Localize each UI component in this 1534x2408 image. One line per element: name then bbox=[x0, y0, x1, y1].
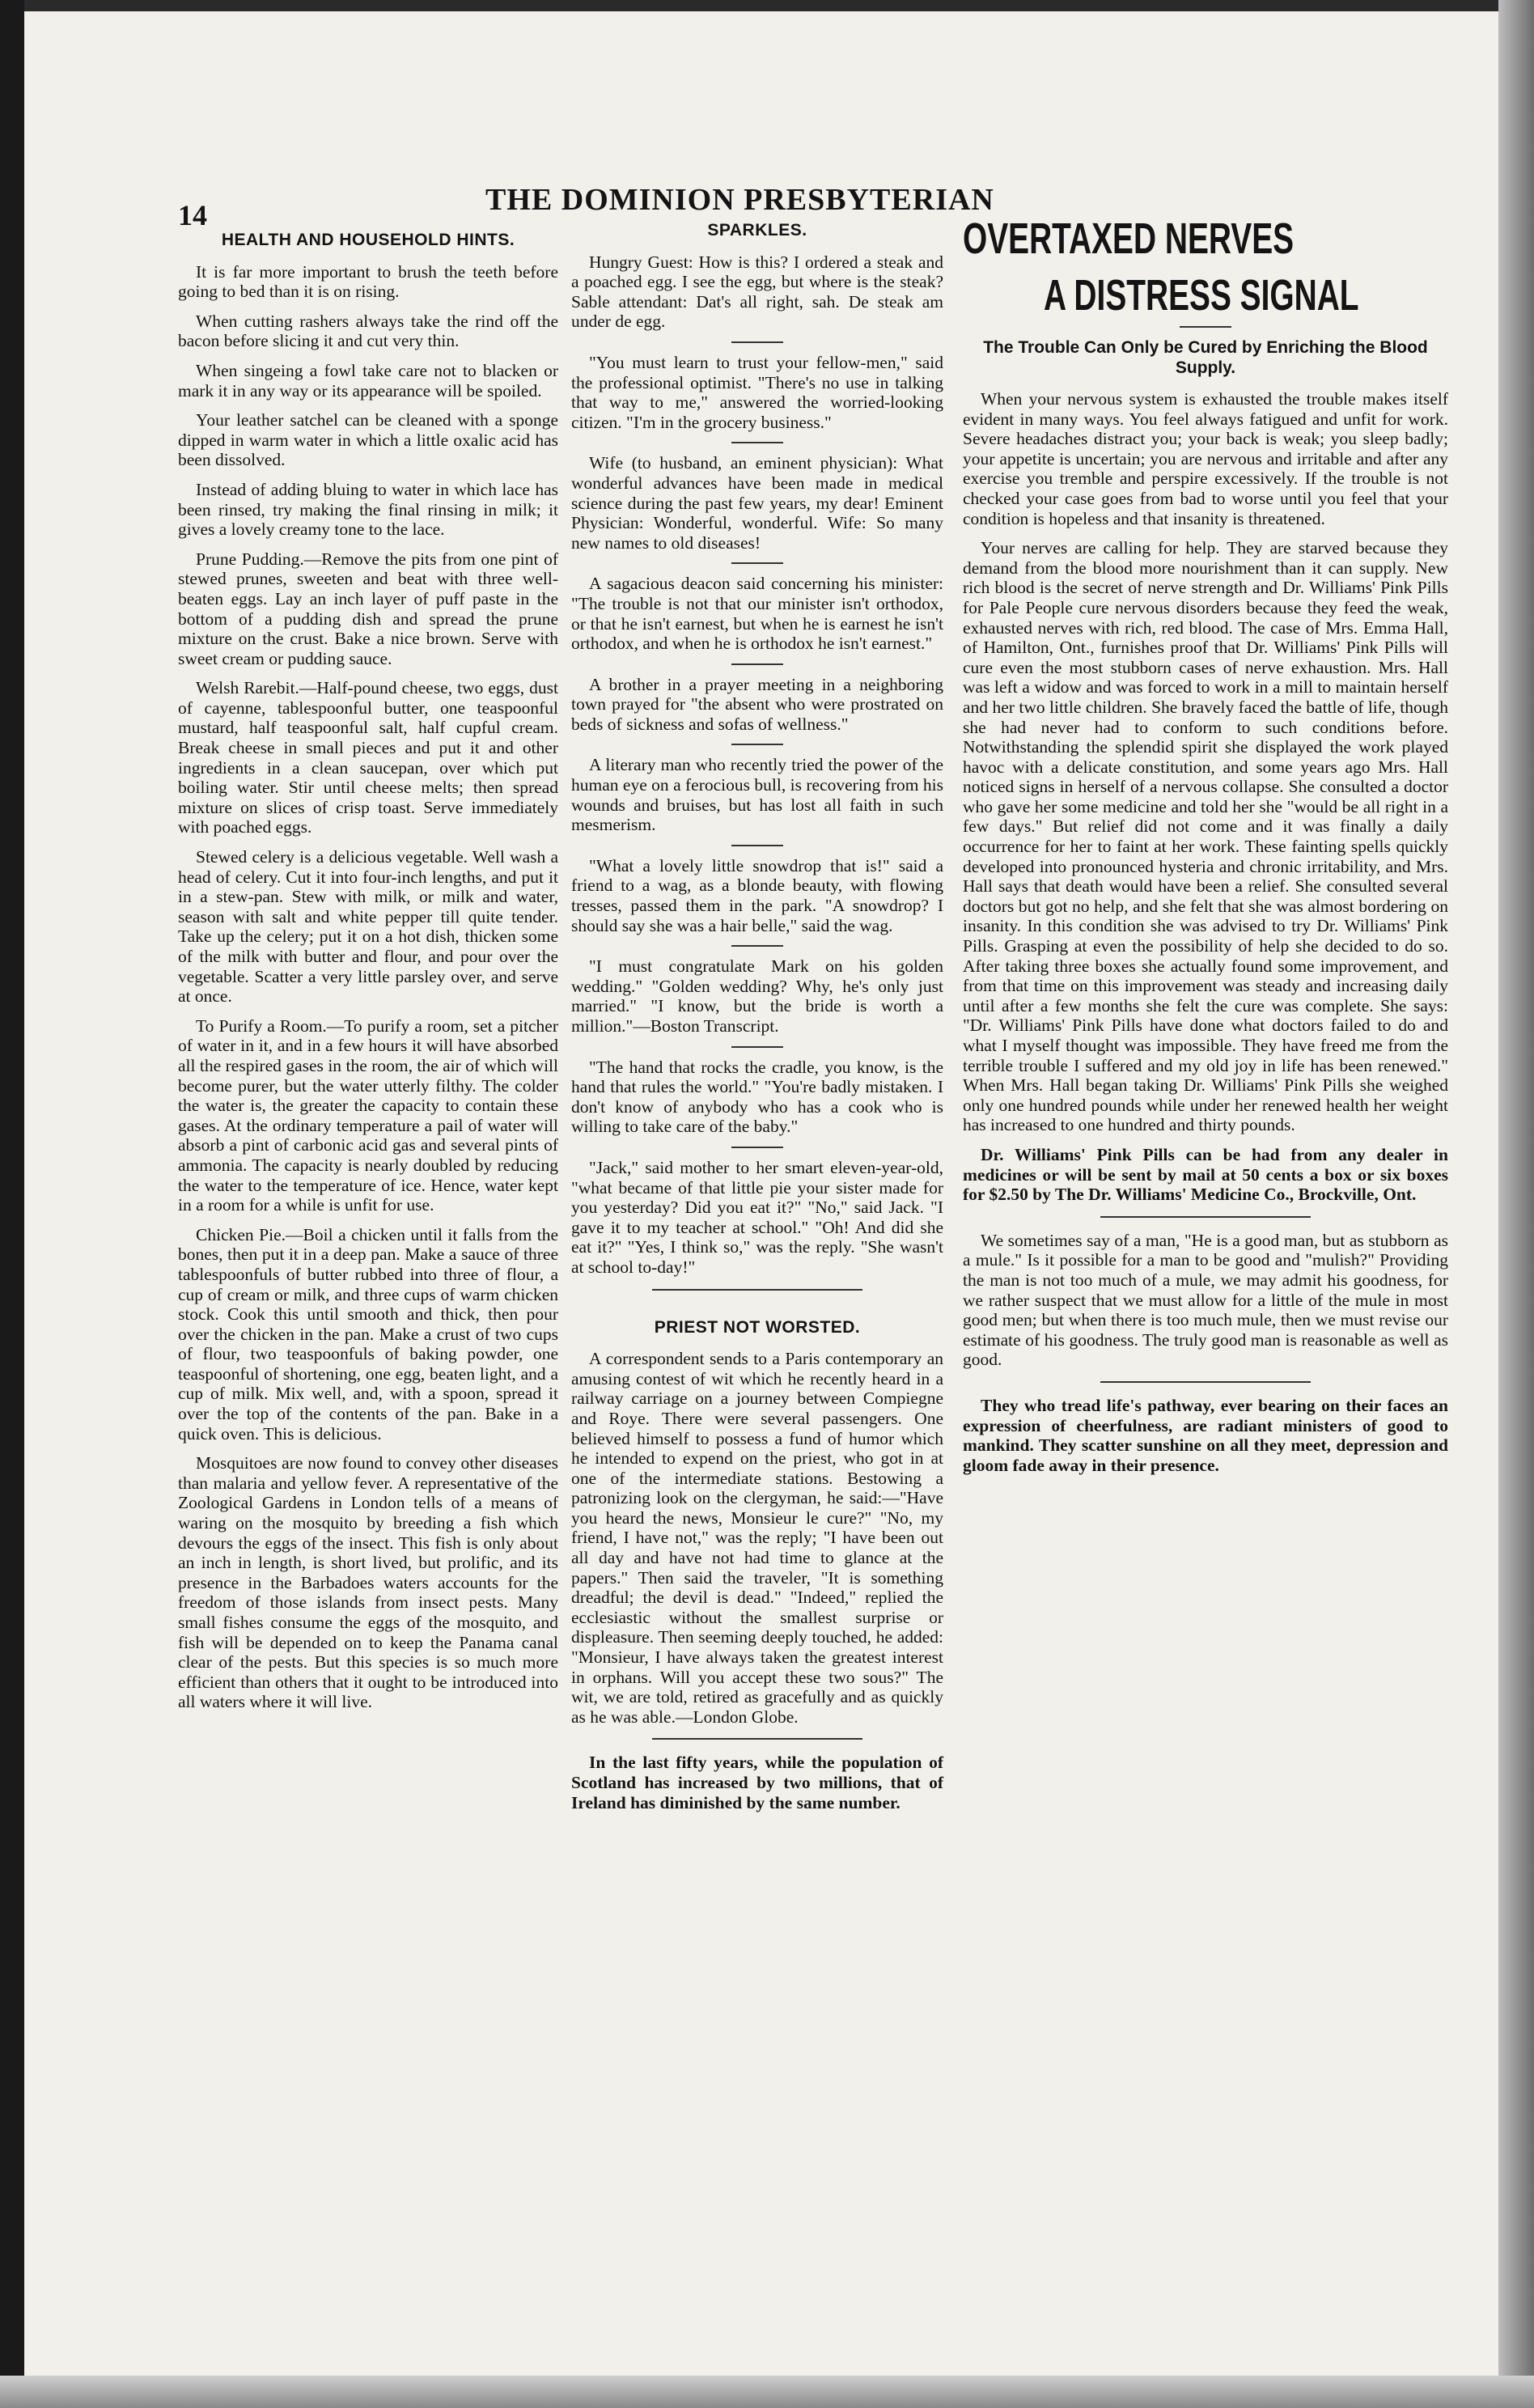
scotland-note: In the last fifty years, while the population of Scotland has increased by two millions, that of Ireland has diminished by the same number. bbox=[571, 1753, 943, 1812]
sparkle-item: Hungry Guest: How is this? I ordered a steak and a poached egg. I see the egg, but where is the steak? Sable attendant: Dat's all right, sah. De steak am under de egg. bbox=[571, 252, 943, 332]
headline: OVERTAXED NERVES bbox=[963, 214, 1295, 263]
headline: A DISTRESS SIGNAL bbox=[1044, 271, 1359, 320]
hint-paragraph: To Purify a Room.—To purify a room, set a pitcher of water in it, and in a few hours it will have absorbed all the respired gases in the room, the air of which will become purer, but the water utterly filthy. The colder the water is, the greater the capacity to contain these gases. At the ordinary temperature a pail of water will absorb a pint of carbonic acid gas and several pints of ammonia. The capacity is nearly doubled by reducing the water to the temperature of ice. Hence, water kept in a room for a while is unfit for use. bbox=[178, 1015, 558, 1215]
page-number: 14 bbox=[178, 199, 207, 231]
divider bbox=[652, 1289, 862, 1291]
article-body: When your nervous system is exhausted the trouble makes itself evident in many ways. You feel always fatigued and unfit for work. Severe headaches distract you; your back is weak; you sleep badly; your appetite is uncertain; you are nervous and irritable and after any exercise you tremble and perspire excessively. If the trouble is not checked your case goes from bad to worse until you feel that your condition is hopeless and that insanity is threatened. bbox=[963, 389, 1448, 528]
divider bbox=[1100, 1381, 1311, 1383]
scan-border-bottom bbox=[0, 2376, 1534, 2408]
mule-paragraph: We sometimes say of a man, "He is a good man, but as stubborn as a mule." Is it possible for a man to be good and "mulish?" Providing the man is not too much of a mule, we may admit his goodness, for we rather suspect that we must allow for a little of the mule in most good men; but when there is too much mule, then we must revise our estimate of his goodness. The truly good man is reasonable as well as good. bbox=[963, 1230, 1448, 1370]
divider bbox=[731, 442, 783, 443]
divider bbox=[731, 663, 783, 665]
section-heading: PRIEST NOT WORSTED. bbox=[654, 1317, 861, 1337]
sparkle-item: "What a lovely little snowdrop that is!" said a friend to a wag, as a blonde beauty, with flowing tresses, passed them in the park. "A snowdrop? I should say she was a hair belle," said the wag. bbox=[571, 855, 943, 935]
divider bbox=[731, 341, 783, 343]
hint-paragraph: Stewed celery is a delicious vegetable. Well wash a head of celery. Cut it into four-inch lengths, and put it in a stew-pan. Stew with milk, or milk and water, season with salt and white pepper till quite tender. Take up the celery; put it on a hot dish, thicken some of the milk with butter and flour, and pour over the vegetable. Scatter a very little parsley over, and serve at once. bbox=[178, 847, 558, 1007]
hint-paragraph: Your leather satchel can be cleaned with a sponge dipped in warm water in which a little oxalic acid has been dissolved. bbox=[178, 410, 558, 470]
column-household-hints bbox=[178, 231, 558, 1722]
sparkle-item: "You must learn to trust your fellow-men," said the professional optimist. "There's no use in talking that way to me," answered the worried-looking citizen. "I'm in the grocery business." bbox=[571, 352, 943, 432]
column-sparkles bbox=[571, 221, 943, 1822]
sparkle-item: "Jack," said mother to her smart eleven-year-old, "what became of that little pie your sister made for you yesterday? Did you eat it?" "No," said Jack. "I gave it to my teacher at school." "Oh! And did she eat it?" "Yes, I think so," was the reply. "She wasn't at school to-day!" bbox=[571, 1157, 943, 1277]
section-heading: HEALTH AND HOUSEHOLD HINTS. bbox=[221, 231, 515, 249]
scan-border-right bbox=[1498, 0, 1534, 2408]
divider bbox=[652, 1738, 862, 1740]
sparkle-item: "I must congratulate Mark on his golden wedding." "Golden wedding? Why, he's only just married." "I know, but the bride is worth a million."—Boston Transcript. bbox=[571, 956, 943, 1036]
column-overtaxed-nerves bbox=[963, 214, 1448, 1485]
publication-title: THE DOMINION PRESBYTERIAN bbox=[485, 183, 994, 217]
article-body: A correspondent sends to a Paris contemporary an amusing contest of wit which he recently heard in a railway carriage on a journey between Compiegne and Roye. There were several passengers. One believed himself to possess a fund of humor which he intended to expend on the priest, who got in at one of the intermediate stations. Bestowing a patronizing look on the clergyman, he said:—"Have you heard the news, Monsieur le cure?" "No, my friend, I have not," was the reply; "I have been out all day and have not had time to glance at the papers." Then said the traveler, "It is something dreadful; the devil is dead." "Indeed," replied the ecclesiastic without the smallest surprise or displeasure. Then seeming deeply touched, he added: "Monsieur, I have always taken the greatest interest in orphans. Will you accept these two sous?" The wit, we are told, retired as gracefully and as quickly as he was able.—London Globe. bbox=[571, 1349, 943, 1727]
divider bbox=[731, 845, 783, 846]
divider bbox=[1180, 326, 1231, 328]
hint-paragraph: Mosquitoes are now found to convey other diseases than malaria and yellow fever. A representative of the Zoological Gardens in London tells of a means of waring on the mosquito by breeding a fish which devours the eggs of the insect. This fish is only about an inch in length, is short lived, but prolific, and its presence in the Barbadoes waters accounts for the freedom of those islands from insect pests. Many small fishes consume the eggs of the mosquito, and fish will be depended on to keep the Panama canal clear of the pests. But this species is so much more efficient than others that it ought to be introduced into all waters where it will live. bbox=[178, 1453, 558, 1712]
sub-headline: The Trouble Can Only be Cured by Enriching the Blood Supply. bbox=[983, 338, 1428, 377]
hint-paragraph: Instead of adding bluing to water in which lace has been rinsed, try making the final rinsing in milk; it gives a lovely creamy tone to the lace. bbox=[178, 479, 558, 540]
hint-paragraph: It is far more important to brush the teeth before going to bed than it is on rising. bbox=[178, 261, 558, 302]
hint-paragraph: When cutting rashers always take the rind off the bacon before slicing it and cut very thin. bbox=[178, 311, 558, 351]
newspaper-page bbox=[178, 166, 1464, 2367]
article-body: Your nerves are calling for help. They are starved because they demand from the blood more nourishment than it can supply. New rich blood is the secret of nerve strength and Dr. Williams' Pink Pills for Pale People cure nervous disorders because they feed the weak, exhausted nerves with rich, red blood. The case of Mrs. Emma Hall, of Hamilton, Ont., furnishes proof that Dr. Williams' Pink Pills will cure even the most stubborn cases of nerve exhaustion. Mrs. Hall was left a widow and was forced to work in a mill to maintain herself and her two little children. She bravely faced the battle of life, though she had never had to conform to such conditions before. Notwithstanding the splendid spirit she displayed the work played havoc with a delicate constitution, and some years ago Mrs. Hall noticed signs in herself of a nervous collapse. She consulted a doctor who gave her some medicine and told her she "would be all right in a few days." But relief did not come and it was finally a daily occurrence for her to faint at her work. These fainting spells quickly developed into pronounced hysteria and chronic irritability, and Mrs. Hall says that death would have been a relief. She consulted several doctors but got no help, and she felt that she was almost bordering on insanity. In this condition she was advised to try Dr. Williams' Pink Pills. Grasping at even the possibility of help she decided to do so. After taking three boxes she actually found some improvement, and from that time on this improvement was steady and increasing daily until after a few months she felt the cure was complete. She says: "Dr. Williams' Pink Pills have done what doctors failed to do and what I myself thought was impossible. They have freed me from the terrible trouble I suffered and my old joy in life has been renewed." When Mrs. Hall began taking Dr. Williams' Pink Pills she weighed only one hundred pounds while under her renewed health her weight has increased to one hundred and thirty pounds. bbox=[963, 538, 1448, 1135]
sparkle-item: A literary man who recently tried the power of the human eye on a ferocious bull, is recovering from his wounds and bruises, but has lost all faith in such mesmerism. bbox=[571, 755, 943, 835]
hint-paragraph: Prune Pudding.—Remove the pits from one pint of stewed prunes, sweeten and beat with three well-beaten eggs. Lay an inch layer of puff paste in the bottom of a pudding dish and spread the prune mixture on the crust. Bake a nice brown. Serve with sweet cream or pudding sauce. bbox=[178, 549, 558, 668]
hint-paragraph: Welsh Rarebit.—Half-pound cheese, two eggs, dust of cayenne, tablespoonful butter, one teaspoonful mustard, half teaspoonful salt, half cupful cream. Break cheese in small pieces and put it and other ingredients in a clean saucepan, over which put boiling water. Stir until cheese melts; then spread mixture on slices of crisp toast. Serve immediately with poached eggs. bbox=[178, 678, 558, 837]
divider bbox=[731, 945, 783, 947]
divider bbox=[731, 1147, 783, 1148]
scan-border-left bbox=[0, 0, 24, 2408]
divider bbox=[731, 1046, 783, 1048]
hint-paragraph: When singeing a fowl take care not to blacken or mark it in any way or its appearance will be spoiled. bbox=[178, 360, 558, 401]
scan-border-top bbox=[0, 0, 1534, 11]
section-heading: SPARKLES. bbox=[707, 221, 807, 240]
sparkle-item: "The hand that rocks the cradle, you know, is the hand that rules the world." "You're badly mistaken. I don't know of anybody who has a cook who is willing to take care of the baby." bbox=[571, 1057, 943, 1137]
pathway-paragraph: They who tread life's pathway, ever bearing on their faces an expression of cheerfulness, are radiant ministers of good to mankind. They scatter sunshine on all they meet, depression and gloom fade away in their presence. bbox=[963, 1395, 1448, 1475]
sparkle-item: Wife (to husband, an eminent physician): What wonderful advances have been made in medical science during the past few years, my dear! Eminent Physician: Wonderful, wonderful. Wife: So many new names to old diseases! bbox=[571, 453, 943, 553]
advert-note: Dr. Williams' Pink Pills can be had from any dealer in medicines or will be sent by mail at 50 cents a box or six boxes for $2.50 by The Dr. Williams' Medicine Co., Brockville, Ont. bbox=[963, 1144, 1448, 1205]
divider bbox=[731, 562, 783, 564]
divider bbox=[1100, 1216, 1311, 1218]
sparkle-item: A brother in a prayer meeting in a neighboring town prayed for "the absent who were prostrated on beds of sickness and sofas of wellness." bbox=[571, 674, 943, 734]
divider bbox=[731, 744, 783, 745]
sparkle-item: A sagacious deacon said concerning his minister: "The trouble is not that our minister isn't orthodox, or that he isn't earnest, but when he is earnest he isn't orthodox, and when he is orthodox he isn't earnest." bbox=[571, 574, 943, 654]
hint-paragraph: Chicken Pie.—Boil a chicken until it falls from the bones, then put it in a deep pan. Make a sauce of three tablespoonfuls of butter rubbed into three of flour, a cup of cream or milk, and three cups of warm chicken stock. Cook this until smooth and thick, then pour over the chicken in the pan. Make a crust of two cups of flour, two teaspoonfuls of baking powder, one teaspoonful of shortening, one egg, beaten light, and a cup of milk. Mix well, and, with a spoon, spread it over the top of the contents of the pan. Bake in a quick oven. This is delicious. bbox=[178, 1224, 558, 1444]
